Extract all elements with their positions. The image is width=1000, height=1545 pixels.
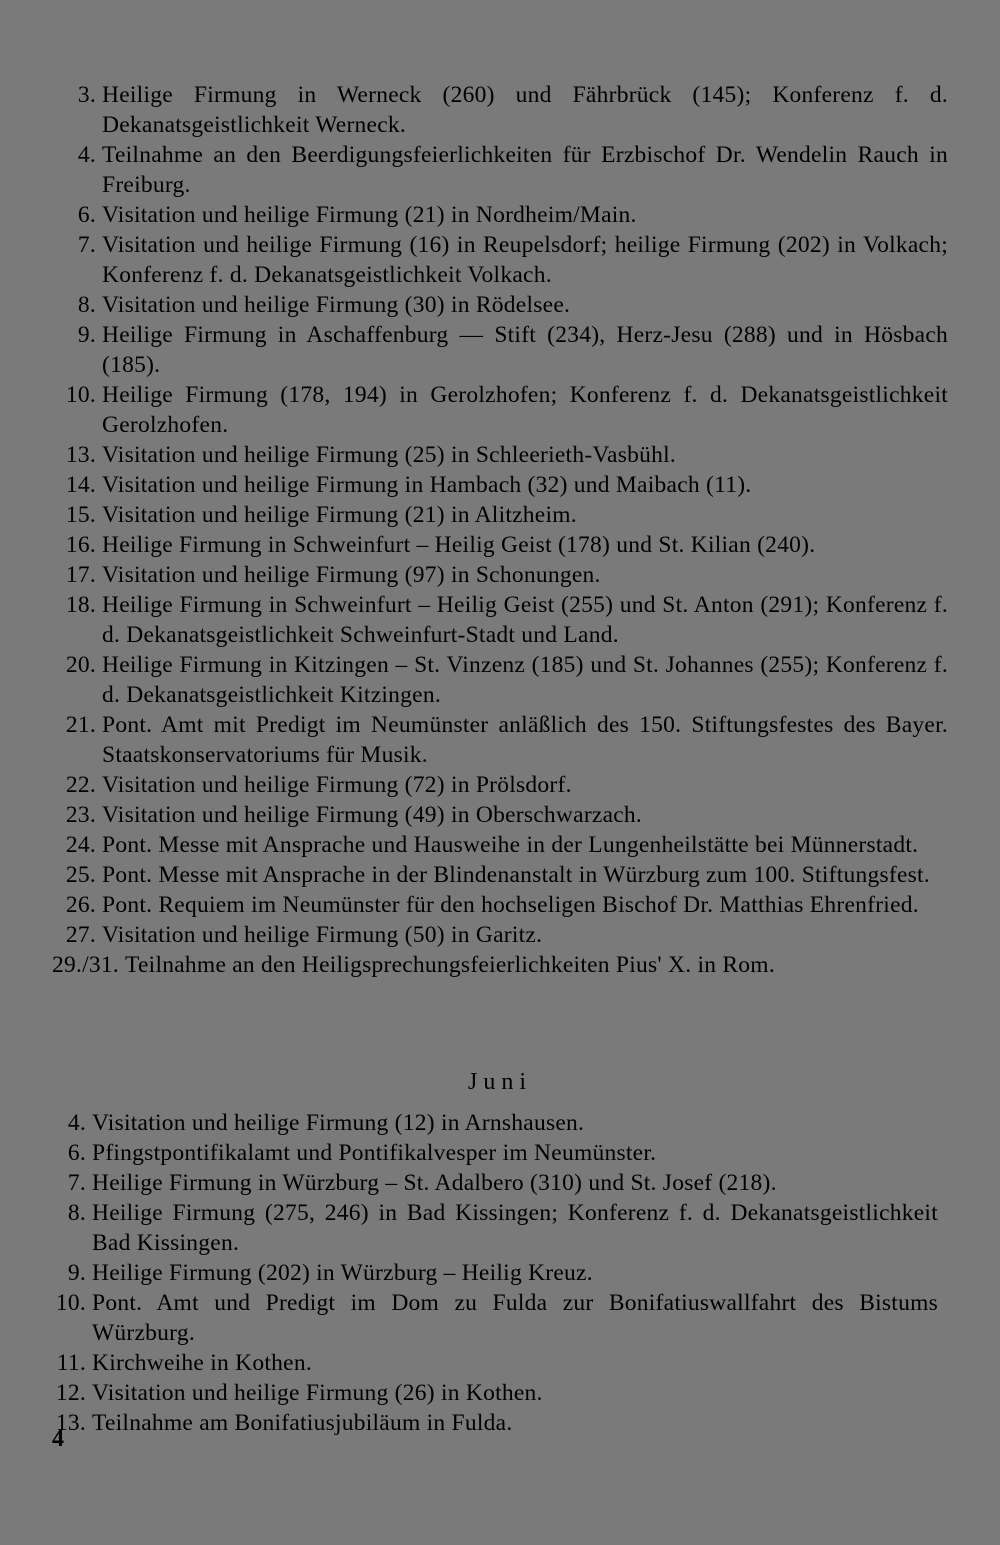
list-item [48, 470, 948, 500]
page-number: 4 [52, 1426, 64, 1452]
list-item [48, 710, 948, 770]
entry-date: 10. [65, 382, 96, 408]
list-item [48, 530, 948, 560]
list-item [48, 830, 948, 860]
list-item [48, 500, 948, 530]
list-item [48, 140, 948, 200]
entry-date: 25. [65, 862, 96, 888]
entry-date: 7. [67, 1170, 86, 1196]
entry-text: Visitation und heilige Firmung (72) in Prölsdorf. [102, 772, 572, 798]
entry-date: 8. [77, 292, 96, 318]
entry-text: Pont. Amt und Predigt im Dom zu Fulda zur Bonifatiuswallfahrt des Bistums Würzburg. [92, 1290, 938, 1346]
entry-text: Visitation und heilige Firmung (30) in Rödelsee. [102, 292, 571, 318]
entry-date: 10. [55, 1290, 86, 1316]
entry-date: 22. [65, 772, 96, 798]
entry-date: 14. [65, 472, 96, 498]
entry-date: 12. [55, 1380, 86, 1406]
entry-text: Kirchweihe in Kothen. [92, 1350, 312, 1376]
entry-date: 24. [65, 832, 96, 858]
entry-date: 6. [67, 1140, 86, 1166]
entry-date: 11. [56, 1350, 86, 1376]
list-item [48, 440, 948, 470]
entry-text: Visitation und heilige Firmung (12) in Arnshausen. [92, 1110, 585, 1136]
entry-text: Pont. Messe mit Ansprache in der Blindenanstalt in Würzburg zum 100. Stiftungsfest. [102, 862, 930, 888]
may-entries-list [48, 80, 948, 980]
list-item [44, 1108, 938, 1138]
entry-text: Visitation und heilige Firmung (16) in Reupelsdorf; heilige Firmung (202) in Volkach; Konferenz f. d. Dekanatsgeistlichkeit Volkach. [102, 232, 948, 288]
entry-text: Pfingstpontifikalamt und Pontifikalvesper im Neumünster. [92, 1140, 657, 1166]
entry-date: 16. [65, 532, 96, 558]
entry-text: Teilnahme an den Heiligsprechungsfeierlichkeiten Pius' X. in Rom. [125, 952, 775, 978]
entry-text: Visitation und heilige Firmung in Hambach (32) und Maibach (11). [102, 472, 752, 498]
entry-date: 21. [65, 712, 96, 738]
entry-text: Heilige Firmung (275, 246) in Bad Kissingen; Konferenz f. d. Dekanatsgeistlichkeit Bad Kissingen. [92, 1200, 938, 1256]
list-item [48, 860, 948, 890]
entry-date: 26. [65, 892, 96, 918]
entry-text: Teilnahme an den Beerdigungsfeierlichkeiten für Erzbischof Dr. Wendelin Rauch in Freiburg. [102, 142, 948, 198]
entry-date: 20. [65, 652, 96, 678]
entry-text: Pont. Requiem im Neumünster für den hochseligen Bischof Dr. Matthias Ehrenfried. [102, 892, 919, 918]
entry-text: Heilige Firmung in Schweinfurt – Heilig Geist (255) und St. Anton (291); Konferenz f. d. Dekanatsgeistlichkeit Schweinfurt-Stadt und Land. [102, 592, 948, 648]
list-item [48, 80, 948, 140]
entry-date: 9. [77, 322, 96, 348]
list-item [48, 800, 948, 830]
entry-text: Teilnahme am Bonifatiusjubiläum in Fulda. [92, 1410, 513, 1436]
list-item [44, 1198, 938, 1258]
entry-text: Heilige Firmung in Werneck (260) und Fährbrück (145); Konferenz f. d. Dekanatsgeistlichkeit Werneck. [102, 82, 948, 138]
entry-date: 13. [65, 442, 96, 468]
entry-date: 18. [65, 592, 96, 618]
entry-date: 7. [77, 232, 96, 258]
entry-text: Visitation und heilige Firmung (21) in Nordheim/Main. [102, 202, 637, 228]
entry-date: 23. [65, 802, 96, 828]
list-item [48, 560, 948, 590]
entry-date: 13. [55, 1410, 86, 1436]
list-item [48, 230, 948, 290]
entry-date: 3. [77, 82, 96, 108]
entry-text: Visitation und heilige Firmung (49) in Oberschwarzach. [102, 802, 643, 828]
month-heading-june: Juni [467, 1069, 532, 1095]
entry-text: Pont. Amt mit Predigt im Neumünster anläßlich des 150. Stiftungsfestes des Bayer. Staatskonservatoriums für Musik. [102, 712, 948, 768]
entry-text: Heilige Firmung in Aschaffenburg — Stift (234), Herz-Jesu (288) und in Hösbach (185). [102, 322, 948, 378]
entry-text: Heilige Firmung in Kitzingen – St. Vinzenz (185) und St. Johannes (255); Konferenz f. d. Dekanatsgeistlichkeit Kitzingen. [102, 652, 948, 708]
list-item [48, 590, 948, 650]
entry-text: Visitation und heilige Firmung (26) in Kothen. [92, 1380, 543, 1406]
entry-date: 27. [65, 922, 96, 948]
entry-text: Visitation und heilige Firmung (97) in Schonungen. [102, 562, 601, 588]
list-item [44, 1348, 938, 1378]
list-item [44, 1378, 938, 1408]
entry-date: 4. [67, 1110, 86, 1136]
june-entries-list [44, 1108, 938, 1438]
list-item [44, 1138, 938, 1168]
entry-text: Heilige Firmung (178, 194) in Gerolzhofen; Konferenz f. d. Dekanatsgeistlichkeit Gerolzhofen. [102, 382, 948, 438]
entry-date: 9. [67, 1260, 86, 1286]
entry-date: 29./31. [52, 952, 120, 978]
list-item [48, 920, 948, 950]
list-item [48, 320, 948, 380]
entry-date: 6. [77, 202, 96, 228]
entry-text: Visitation und heilige Firmung (21) in Alitzheim. [102, 502, 577, 528]
list-item [44, 1408, 938, 1438]
list-item [48, 770, 948, 800]
entry-text: Visitation und heilige Firmung (50) in Garitz. [102, 922, 543, 948]
list-item [48, 950, 948, 980]
entry-date: 8. [67, 1200, 86, 1226]
list-item [44, 1258, 938, 1288]
list-item [48, 650, 948, 710]
list-item [48, 290, 948, 320]
list-item [44, 1168, 938, 1198]
entry-date: 15. [65, 502, 96, 528]
entry-date: 4. [77, 142, 96, 168]
entry-text: Pont. Messe mit Ansprache und Hausweihe in der Lungenheilstätte bei Münnerstadt. [102, 832, 919, 858]
entry-text: Heilige Firmung in Würzburg – St. Adalbero (310) und St. Josef (218). [92, 1170, 777, 1196]
list-item [48, 200, 948, 230]
entry-text: Visitation und heilige Firmung (25) in Schleerieth-Vasbühl. [102, 442, 676, 468]
list-item [44, 1288, 938, 1348]
entry-text: Heilige Firmung in Schweinfurt – Heilig Geist (178) und St. Kilian (240). [102, 532, 816, 558]
list-item [48, 890, 948, 920]
entry-date: 17. [65, 562, 96, 588]
entry-text: Heilige Firmung (202) in Würzburg – Heilig Kreuz. [92, 1260, 593, 1286]
list-item [48, 380, 948, 440]
